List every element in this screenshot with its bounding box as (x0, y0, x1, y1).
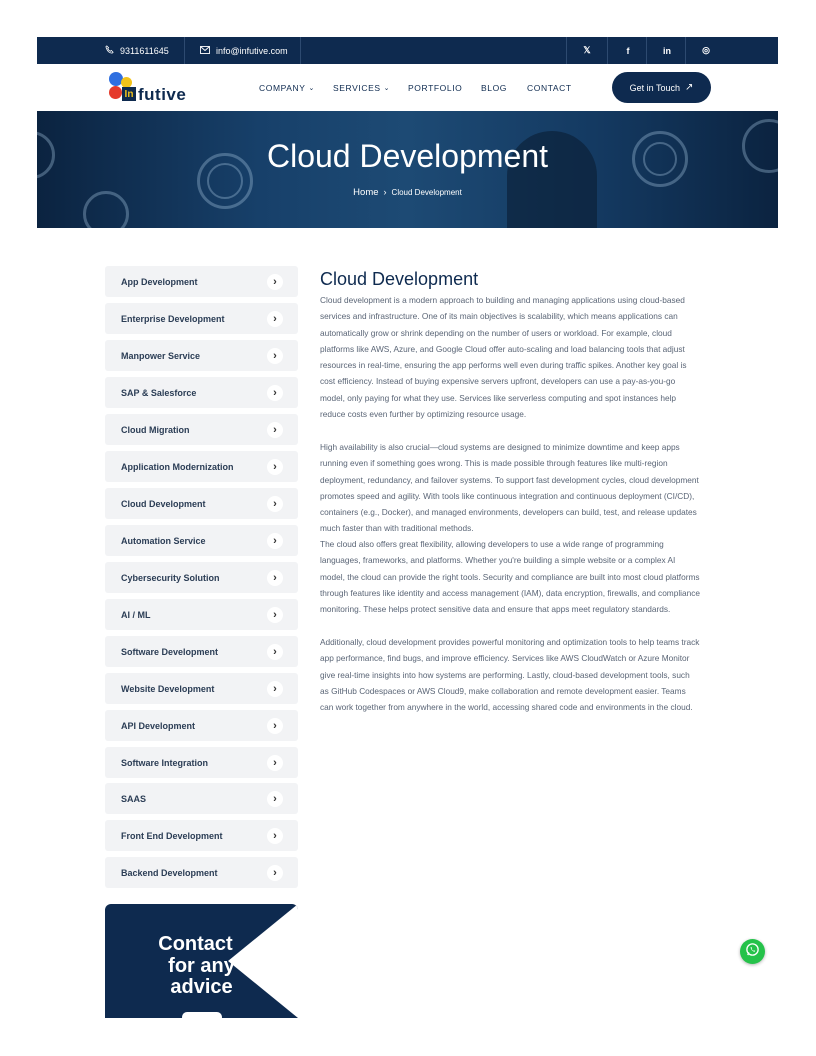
sidebar-item-label: API Development (121, 720, 196, 731)
sidebar-item-label: Cybersecurity Solution (121, 572, 220, 583)
nav-contact[interactable] (527, 64, 572, 111)
sidebar-item-saas[interactable] (105, 783, 298, 814)
sidebar-item-label: SAP & Salesforce (121, 387, 197, 398)
sidebar-item-label: App Development (121, 276, 198, 287)
get-in-touch-button[interactable] (612, 72, 711, 103)
content-paragraph-4: Additionally, cloud development provides powerful monitoring and optimization tools to help teams track app performance, find bugs, and improve efficiency. Services like AWS CloudWatch or Azure Monitor give real-time insights into how systems are performing. Lastly, cloud-based development tools, such as GitHub Codespaces or AWS Cloud9, make collaboration and remote development easier. Teams can work together from anywhere in the world, accessing shared code and environments in the cloud. (320, 637, 700, 713)
whatsapp-button[interactable] (740, 939, 765, 964)
page-title: Cloud Development (266, 138, 549, 174)
sidebar-item-label: Software Integration (121, 757, 209, 768)
sidebar-item-label: Front End Development (121, 830, 223, 841)
sidebar-item-cybersecurity-solution[interactable] (105, 562, 298, 593)
arrow-up-right-icon: ↗ (684, 82, 694, 93)
content-paragraph-2: High availability is also crucial—cloud systems are designed to minimize downtime and keep apps running even if something goes wrong. This is made possible through features like multi-region deployment, redundancy, and failover systems. To support fast development cycles, cloud development promotes speed and agility. With tools like continuous integration and continuous deployment (CI/CD), containers (e.g., Docker), and managed environments, developers can build, test, and release updates much faster than with traditional methods. (320, 442, 699, 534)
sidebar-item-application-modernization[interactable] (105, 451, 298, 482)
sidebar-item-software-integration[interactable] (105, 747, 298, 778)
contact-card-line: advice (170, 976, 233, 998)
chevron-right-icon: › (267, 791, 283, 807)
content-paragraph-3: The cloud also offers great flexibility, allowing developers to use a wide range of programming languages, frameworks, and platforms. Whether you're building a simple website or a complex AI model, the cloud can provide the right tools. Security and compliance are built into most cloud platforms through features like identity and access management (IAM), data encryption, firewalls, and compliance monitoring. These helps protect sensitive data and ensure that apps meet regulatory standards. (320, 539, 701, 615)
top-bar (37, 37, 778, 64)
sidebar-item-label: Automation Service (121, 535, 206, 546)
sidebar-item-label: Website Development (121, 683, 215, 694)
breadcrumb-current: Cloud Development (391, 188, 462, 197)
sidebar-item-api-development[interactable] (105, 710, 298, 741)
sidebar-item-label: Enterprise Development (121, 313, 225, 324)
sidebar-item-label: Cloud Migration (121, 424, 190, 435)
email-link[interactable] (200, 37, 288, 64)
chevron-right-icon: › (267, 459, 283, 475)
chevron-right-icon: › (267, 681, 283, 697)
chevron-right-icon: › (267, 718, 283, 734)
nav-label: COMPANY (259, 82, 306, 93)
chevron-right-icon: › (267, 274, 283, 290)
logo-text: futive (138, 85, 187, 104)
sidebar-item-label: Software Development (121, 646, 219, 657)
content-paragraph-1: Cloud development is a modern approach to building and managing applications using cloud-based services and infrastructure. One of its main objectives is scalability, which means applications can automatically grow or shrink depending on the number of users or workload. For example, cloud platforms like AWS, Azure, and Google Cloud offer auto-scaling and load balancing tools that adjust resources in real-time, ensuring the app performs well even during traffic spikes. Another key goal is cost efficiency. Instead of buying expensive servers upfront, developers can use a pay-as-you-go model, only paying for what they use. Services like serverless computing and spot instances help reduce costs even further by optimizing resource usage. (320, 295, 687, 420)
linkedin-link[interactable] (647, 37, 687, 64)
chevron-right-icon: › (267, 533, 283, 549)
sidebar-item-front-end-development[interactable] (105, 820, 298, 851)
x-link[interactable] (567, 37, 607, 64)
email-address: info@infutive.com (216, 45, 288, 56)
breadcrumb-home[interactable]: Home (353, 187, 379, 198)
sidebar-item-software-development[interactable] (105, 636, 298, 667)
logo-mark: In (122, 87, 136, 101)
nav-company[interactable] (259, 64, 315, 111)
sidebar-item-backend-development[interactable] (105, 857, 298, 888)
nav-services[interactable] (333, 64, 390, 111)
sidebar-item-label: Manpower Service (121, 350, 201, 361)
logo-dot-red (109, 86, 122, 99)
chevron-right-icon: › (267, 311, 283, 327)
chevron-right-icon: › (381, 187, 390, 197)
sidebar-item-label: Application Modernization (121, 461, 234, 472)
card-decor-cap (182, 1012, 222, 1018)
breadcrumb (37, 187, 778, 198)
chevron-down-icon: ⌄ (383, 84, 391, 92)
instagram-icon: ◎ (702, 45, 710, 55)
chevron-right-icon: › (267, 755, 283, 771)
chevron-right-icon: › (267, 496, 283, 512)
sidebar-item-sap-salesforce[interactable] (105, 377, 298, 408)
nav-label: SERVICES (333, 82, 381, 93)
nav-blog[interactable] (481, 64, 507, 111)
contact-card-line: for any (168, 954, 235, 977)
phone-icon (105, 45, 114, 56)
sidebar-item-label: SAAS (121, 793, 147, 804)
phone-link[interactable] (105, 37, 169, 64)
nav-portfolio[interactable] (408, 64, 462, 111)
content-title: Cloud Development (320, 269, 479, 289)
chevron-right-icon: › (267, 607, 283, 623)
sidebar-item-cloud-development[interactable] (105, 488, 298, 519)
main-header (37, 64, 778, 111)
chevron-right-icon: › (267, 422, 283, 438)
chevron-right-icon: › (267, 644, 283, 660)
sidebar-item-automation-service[interactable] (105, 525, 298, 556)
sidebar-item-label: Cloud Development (121, 498, 206, 509)
facebook-icon: f (626, 45, 630, 56)
phone-number: 9311611645 (120, 45, 169, 56)
linkedin-icon: in (663, 45, 671, 56)
sidebar-item-ai-ml[interactable] (105, 599, 298, 630)
sidebar-item-website-development[interactable] (105, 673, 298, 704)
nav-label: CONTACT (527, 82, 572, 93)
chevron-right-icon: › (267, 865, 283, 881)
chevron-right-icon: › (267, 385, 283, 401)
chevron-right-icon: › (267, 348, 283, 364)
nav-label: BLOG (481, 82, 508, 93)
sidebar-item-app-development[interactable] (105, 266, 298, 297)
page-hero (37, 111, 778, 228)
x-icon: 𝕏 (583, 45, 591, 55)
chevron-right-icon: › (267, 828, 283, 844)
cta-label: Get in Touch (629, 82, 680, 93)
facebook-link[interactable] (608, 37, 648, 64)
sidebar-item-label: AI / ML (121, 609, 151, 620)
sidebar-item-cloud-migration[interactable] (105, 414, 298, 445)
site-logo[interactable] (107, 70, 197, 106)
sidebar-item-label: Backend Development (121, 867, 218, 878)
envelope-icon (200, 46, 210, 56)
sidebar-item-enterprise-development[interactable] (105, 303, 298, 334)
nav-label: PORTFOLIO (408, 82, 463, 93)
contact-card-line: Contact (158, 933, 233, 955)
whatsapp-icon (745, 942, 760, 962)
chevron-right-icon: › (267, 570, 283, 586)
sidebar-item-manpower-service[interactable] (105, 340, 298, 371)
chevron-down-icon: ⌄ (308, 84, 315, 92)
instagram-link[interactable] (686, 37, 726, 64)
contact-card-text (105, 934, 298, 999)
contact-advice-card[interactable] (105, 904, 298, 1018)
